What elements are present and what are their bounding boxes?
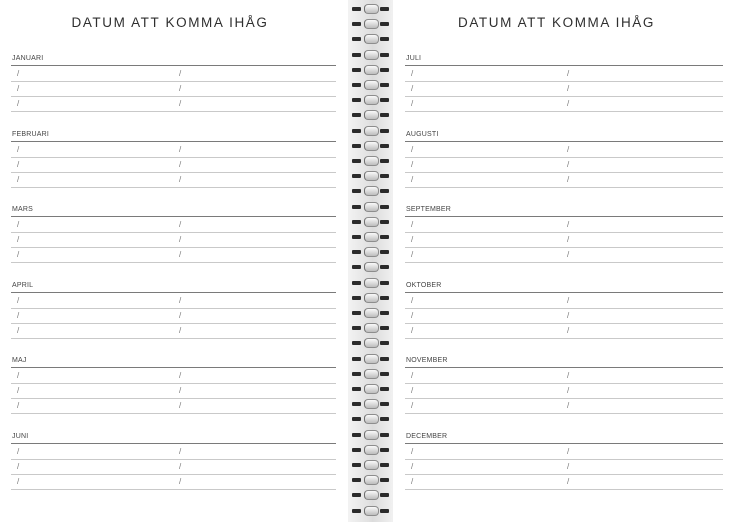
binding-hole [352, 509, 361, 513]
page-title: DATUM ATT KOMMA IHÅG [71, 15, 269, 30]
binding-hole [352, 68, 361, 72]
month-section-mars [11, 206, 336, 266]
date-row[interactable] [11, 459, 336, 475]
month-section-juni [11, 433, 336, 493]
binding-hole [380, 357, 389, 361]
date-separator: / [411, 447, 414, 456]
date-row[interactable] [405, 232, 723, 248]
date-separator: / [179, 386, 182, 396]
binding-hole [380, 53, 389, 57]
date-separator: / [567, 325, 570, 335]
binding-hole [380, 113, 389, 117]
date-row[interactable] [11, 323, 336, 339]
date-separator: / [411, 69, 414, 78]
date-separator: / [17, 235, 20, 245]
date-separator: / [411, 159, 414, 169]
date-separator: / [17, 447, 20, 456]
binding-hole [380, 7, 389, 11]
binding-hole [380, 205, 389, 209]
month-label: JUNI [12, 433, 29, 440]
binding-hole [352, 402, 361, 406]
month-label: APRIL [12, 281, 34, 289]
date-row[interactable] [11, 308, 336, 324]
spiral-coil [364, 399, 379, 409]
spiral-coil [364, 19, 379, 29]
spiral-binding [348, 0, 393, 522]
binding-hole [380, 144, 389, 148]
date-separator: / [567, 84, 570, 93]
date-separator: / [411, 371, 414, 381]
spiral-coil [364, 156, 379, 166]
date-separator: / [411, 174, 414, 184]
binding-hole [380, 250, 389, 254]
date-separator: / [411, 310, 414, 320]
date-separator: / [17, 386, 20, 396]
binding-hole [380, 417, 389, 421]
binding-hole [352, 113, 361, 117]
spiral-coil [364, 95, 379, 105]
date-row[interactable] [405, 81, 723, 97]
month-section-december [405, 433, 723, 493]
date-row[interactable] [405, 459, 723, 475]
date-separator: / [411, 144, 414, 154]
date-separator: / [17, 310, 20, 320]
spiral-coil [364, 338, 379, 348]
binding-hole [352, 174, 361, 178]
date-row[interactable] [405, 398, 723, 414]
spiral-coil [364, 141, 379, 151]
date-separator: / [411, 386, 414, 396]
spiral-coil [364, 460, 379, 470]
date-separator: / [179, 159, 182, 169]
binding-hole [352, 372, 361, 376]
date-row[interactable] [405, 323, 723, 339]
spiral-coil [364, 171, 379, 181]
date-separator: / [179, 174, 182, 184]
date-row[interactable] [11, 247, 336, 263]
binding-hole [352, 341, 361, 345]
spiral-coil [364, 475, 379, 485]
month-label: DECEMBER [406, 433, 448, 440]
spiral-coil [364, 430, 379, 440]
date-separator: / [411, 401, 414, 411]
left-page [0, 0, 348, 522]
binding-hole [352, 37, 361, 41]
date-separator: / [17, 159, 20, 169]
binding-hole [352, 129, 361, 133]
date-separator: / [567, 159, 570, 169]
right-page [393, 0, 736, 522]
binding-hole [352, 448, 361, 452]
spiral-coil [364, 278, 379, 288]
date-separator: / [567, 447, 570, 456]
date-separator: / [567, 144, 570, 154]
binding-hole [380, 83, 389, 87]
date-row[interactable] [11, 444, 336, 460]
date-separator: / [567, 371, 570, 381]
spiral-coil [364, 293, 379, 303]
date-row[interactable] [11, 142, 336, 158]
date-separator: / [179, 69, 182, 78]
binding-hole [352, 463, 361, 467]
binding-hole [380, 341, 389, 345]
month-section-oktober [405, 282, 723, 342]
binding-hole [352, 83, 361, 87]
month-label: JANUARI [12, 55, 44, 62]
spiral-coil [364, 369, 379, 379]
month-label: AUGUSTI [406, 130, 439, 138]
binding-hole [380, 159, 389, 163]
month-section-juli [405, 55, 723, 115]
binding-hole [380, 433, 389, 437]
binding-hole [352, 478, 361, 482]
spiral-coil [364, 262, 379, 272]
binding-hole [380, 129, 389, 133]
binding-hole [380, 402, 389, 406]
date-separator: / [411, 84, 414, 93]
date-row[interactable] [11, 66, 336, 82]
spiral-coil [364, 323, 379, 333]
month-section-februari [11, 131, 336, 191]
date-row[interactable] [11, 293, 336, 309]
date-row[interactable] [11, 398, 336, 414]
binding-hole [352, 265, 361, 269]
date-separator: / [17, 144, 20, 154]
binding-hole [380, 68, 389, 72]
date-separator: / [567, 386, 570, 396]
date-separator: / [179, 477, 182, 486]
date-row[interactable] [11, 474, 336, 490]
spiral-coil [364, 414, 379, 424]
spiral-coil [364, 65, 379, 75]
binding-hole [352, 159, 361, 163]
spiral-coil [364, 50, 379, 60]
month-section-september [405, 206, 723, 266]
date-row[interactable] [11, 172, 336, 188]
binding-hole [352, 205, 361, 209]
spiral-coil [364, 186, 379, 196]
date-separator: / [17, 220, 20, 230]
date-separator: / [411, 99, 414, 108]
date-separator: / [17, 250, 20, 260]
month-section-januari [11, 55, 336, 115]
binding-hole [380, 326, 389, 330]
date-separator: / [179, 401, 182, 411]
date-separator: / [179, 462, 182, 471]
month-section-augusti [405, 131, 723, 191]
date-separator: / [567, 235, 570, 245]
binding-hole [380, 387, 389, 391]
date-row[interactable] [11, 96, 336, 112]
spiral-coil [364, 247, 379, 257]
date-row[interactable] [11, 157, 336, 173]
month-label: MAJ [12, 357, 27, 365]
binding-hole [380, 448, 389, 452]
date-separator: / [179, 371, 182, 381]
binding-hole [352, 311, 361, 315]
date-separator: / [179, 99, 182, 108]
date-separator: / [179, 84, 182, 93]
date-separator: / [17, 325, 20, 335]
month-label: MARS [12, 206, 34, 214]
binding-hole [380, 22, 389, 26]
binding-hole [380, 220, 389, 224]
date-separator: / [17, 174, 20, 184]
date-separator: / [179, 220, 182, 230]
binding-hole [380, 463, 389, 467]
binding-hole [380, 189, 389, 193]
binding-hole [352, 493, 361, 497]
date-separator: / [17, 84, 20, 93]
spiral-coil [364, 34, 379, 44]
month-label: NOVEMBER [406, 357, 448, 365]
spiral-coil [364, 126, 379, 136]
date-row[interactable] [405, 293, 723, 309]
date-separator: / [567, 99, 570, 108]
binding-hole [352, 7, 361, 11]
date-row[interactable] [405, 247, 723, 263]
spiral-coil [364, 202, 379, 212]
date-separator: / [179, 310, 182, 320]
date-row[interactable] [405, 444, 723, 460]
date-separator: / [567, 295, 570, 305]
date-separator: / [567, 310, 570, 320]
date-separator: / [567, 401, 570, 411]
date-row[interactable] [405, 308, 723, 324]
binding-hole [352, 22, 361, 26]
binding-hole [380, 235, 389, 239]
binding-hole [352, 357, 361, 361]
binding-hole [380, 493, 389, 497]
date-separator: / [17, 295, 20, 305]
date-separator: / [17, 477, 20, 486]
date-separator: / [411, 325, 414, 335]
month-label: SEPTEMBER [406, 206, 451, 214]
date-separator: / [411, 220, 414, 230]
date-separator: / [411, 462, 414, 471]
date-separator: / [17, 371, 20, 381]
spiral-coil [364, 354, 379, 364]
date-separator: / [567, 174, 570, 184]
spiral-coil [364, 384, 379, 394]
binding-hole [352, 417, 361, 421]
page-title: DATUM ATT KOMMA IHÅG [457, 15, 655, 30]
binding-hole [352, 235, 361, 239]
binding-hole [352, 250, 361, 254]
binding-hole [352, 433, 361, 437]
date-row[interactable] [11, 383, 336, 399]
spiral-coil [364, 110, 379, 120]
date-row[interactable] [11, 81, 336, 97]
date-separator: / [179, 295, 182, 305]
month-label: JULI [406, 55, 422, 62]
month-label: OKTOBER [406, 281, 442, 289]
date-separator: / [179, 144, 182, 154]
date-separator: / [411, 477, 414, 486]
date-separator: / [567, 462, 570, 471]
date-separator: / [17, 401, 20, 411]
month-label: FEBRUARI [12, 130, 49, 138]
spiral-coil [364, 308, 379, 318]
month-section-november [405, 357, 723, 417]
binding-hole [352, 296, 361, 300]
spiral-coil [364, 4, 379, 14]
date-row[interactable] [405, 368, 723, 384]
date-separator: / [567, 477, 570, 486]
date-row[interactable] [405, 474, 723, 490]
spiral-coil [364, 80, 379, 90]
binding-hole [380, 265, 389, 269]
binding-hole [352, 98, 361, 102]
date-separator: / [411, 295, 414, 305]
date-row[interactable] [405, 172, 723, 188]
binding-hole [352, 189, 361, 193]
binding-hole [380, 509, 389, 513]
binding-hole [352, 281, 361, 285]
date-separator: / [17, 99, 20, 108]
binding-hole [380, 98, 389, 102]
binding-hole [380, 296, 389, 300]
date-row[interactable] [11, 368, 336, 384]
date-separator: / [179, 447, 182, 456]
date-separator: / [17, 69, 20, 78]
binding-hole [380, 311, 389, 315]
binding-hole [352, 144, 361, 148]
spiral-coil [364, 490, 379, 500]
month-section-maj [11, 357, 336, 417]
date-separator: / [179, 325, 182, 335]
date-separator: / [567, 69, 570, 78]
date-row[interactable] [405, 66, 723, 82]
binding-hole [352, 387, 361, 391]
binding-hole [380, 372, 389, 376]
binding-hole [352, 326, 361, 330]
date-row[interactable] [11, 232, 336, 248]
binding-hole [380, 174, 389, 178]
date-separator: / [567, 250, 570, 260]
date-row[interactable] [405, 217, 723, 233]
date-separator: / [567, 220, 570, 230]
month-section-april [11, 282, 336, 342]
date-separator: / [411, 250, 414, 260]
date-separator: / [411, 235, 414, 245]
spiral-coil [364, 445, 379, 455]
date-separator: / [179, 250, 182, 260]
spiral-coil [364, 506, 379, 516]
date-row[interactable] [405, 157, 723, 173]
date-separator: / [179, 235, 182, 245]
spiral-coil [364, 217, 379, 227]
date-row[interactable] [405, 142, 723, 158]
date-row[interactable] [405, 383, 723, 399]
binding-hole [380, 478, 389, 482]
date-row[interactable] [405, 96, 723, 112]
spiral-coil [364, 232, 379, 242]
binding-hole [352, 220, 361, 224]
date-separator: / [17, 462, 20, 471]
date-row[interactable] [11, 217, 336, 233]
binding-hole [352, 53, 361, 57]
binding-hole [380, 37, 389, 41]
binding-hole [380, 281, 389, 285]
